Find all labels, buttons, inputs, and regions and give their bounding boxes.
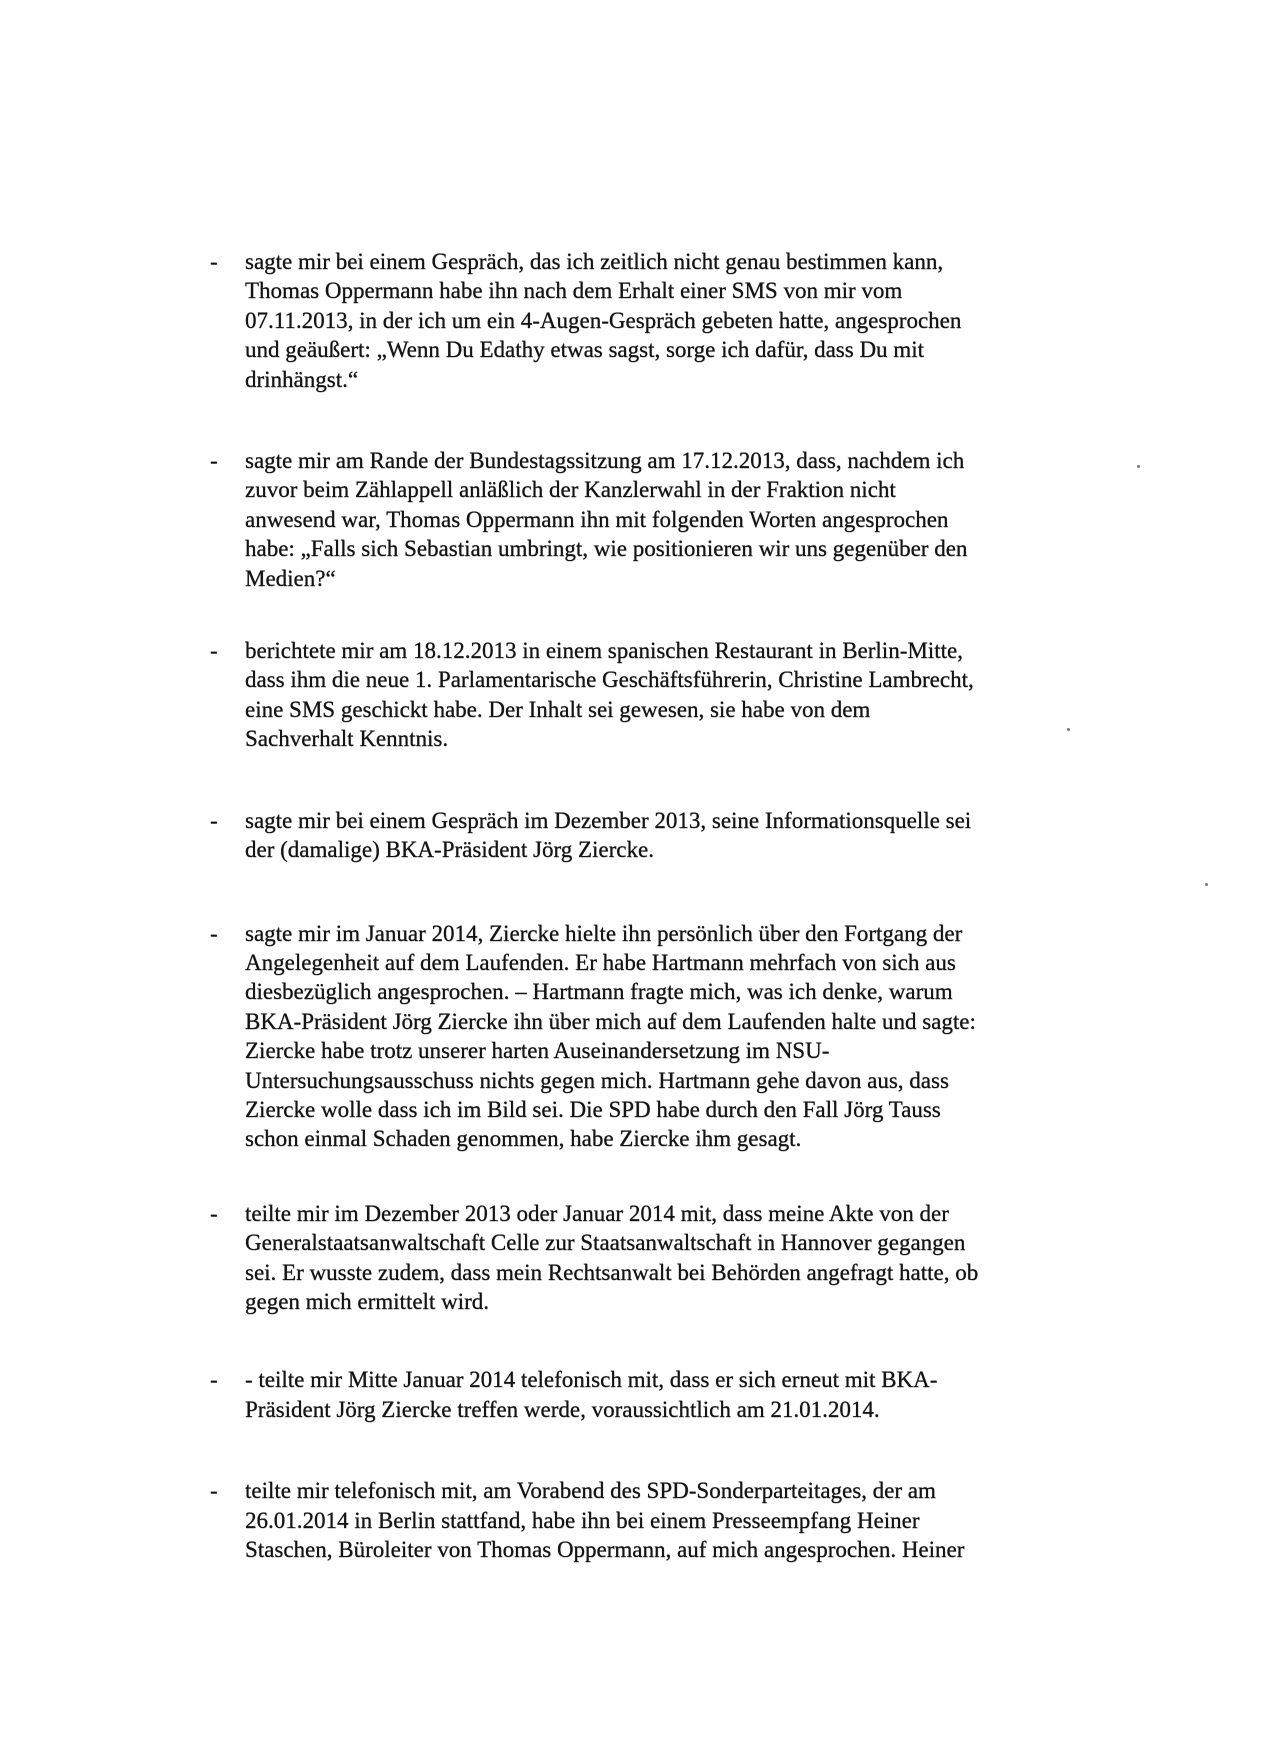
list-item xyxy=(210,446,1045,593)
paragraph-text xyxy=(245,636,1045,754)
text-line: Generalstaatsanwaltschaft Celle zur Staatsanwaltschaft in Hannover gegangen xyxy=(245,1230,966,1256)
paragraph-text xyxy=(245,1365,1045,1424)
paragraph-text xyxy=(245,247,1045,394)
text-line: Angelegenheit auf dem Laufenden. Er habe Hartmann mehrfach von sich aus xyxy=(245,949,956,975)
list-item xyxy=(210,1199,1045,1317)
scan-speck xyxy=(1137,465,1140,468)
hyphen-bullet-icon: - xyxy=(210,448,218,474)
hyphen-bullet-icon: - xyxy=(210,807,218,833)
list-item xyxy=(210,1365,1045,1424)
hyphen-bullet-icon: - xyxy=(210,1200,218,1226)
scan-speck xyxy=(1205,883,1208,886)
text-line: eine SMS geschickt habe. Der Inhalt sei gewesen, sie habe von dem xyxy=(245,696,871,722)
hyphen-bullet-icon: - xyxy=(210,638,218,664)
text-line: teilte mir telefonisch mit, am Vorabend des SPD-Sonderparteitages, der am xyxy=(245,1478,936,1504)
text-line: dass ihm die neue 1. Parlamentarische Geschäftsführerin, Christine Lambrecht, xyxy=(245,667,974,693)
text-line: sagte mir bei einem Gespräch, das ich zeitlich nicht genau bestimmen kann, xyxy=(245,249,944,274)
text-line: schon einmal Schaden genommen, habe Ziercke ihm gesagt. xyxy=(245,1126,802,1152)
paragraph-text xyxy=(245,806,1045,865)
text-line: habe: „Falls sich Sebastian umbringt, wie positionieren wir uns gegenüber den xyxy=(245,536,968,562)
text-line: anwesend war, Thomas Oppermann ihn mit folgenden Worten angesprochen xyxy=(245,506,949,532)
text-line: zuvor beim Zählappell anläßlich der Kanzlerwahl in der Fraktion nicht xyxy=(245,477,896,503)
text-line: gegen mich ermittelt wird. xyxy=(245,1288,489,1314)
text-line: Präsident Jörg Ziercke treffen werde, voraussichtlich am 21.01.2014. xyxy=(245,1396,880,1422)
text-line: und geäußert: „Wenn Du Edathy etwas sagst, sorge ich dafür, dass Du mit xyxy=(245,337,924,363)
text-line: diesbezüglich angesprochen. – Hartmann fragte mich, was ich denke, warum xyxy=(245,979,953,1005)
text-line: Untersuchungsausschuss nichts gegen mich. Hartmann gehe davon aus, dass xyxy=(245,1067,949,1093)
list-item xyxy=(210,247,1045,394)
text-line: drinhängst.“ xyxy=(245,366,359,392)
text-line: Ziercke wolle dass ich im Bild sei. Die SPD habe durch den Fall Jörg Tauss xyxy=(245,1096,941,1122)
text-line: BKA-Präsident Jörg Ziercke ihn über mich auf dem Laufenden halte und sagte: xyxy=(245,1008,976,1034)
hyphen-bullet-icon: - xyxy=(210,249,218,274)
text-line: sagte mir im Januar 2014, Ziercke hielte ihn persönlich über den Fortgang der xyxy=(245,920,963,946)
text-line: 26.01.2014 in Berlin stattfand, habe ihn bei einem Presseempfang Heiner xyxy=(245,1507,920,1533)
text-line: 07.11.2013, in der ich um ein 4-Augen-Gespräch gebeten hatte, angesprochen xyxy=(245,307,962,333)
text-line: berichtete mir am 18.12.2013 in einem spanischen Restaurant in Berlin-Mitte, xyxy=(245,638,963,664)
paragraph-text xyxy=(245,446,1045,593)
text-line: sagte mir am Rande der Bundestagssitzung am 17.12.2013, dass, nachdem ich xyxy=(245,448,965,474)
text-line: teilte mir im Dezember 2013 oder Januar 2014 mit, dass meine Akte von der xyxy=(245,1200,949,1226)
text-line: - teilte mir Mitte Januar 2014 telefonisch mit, dass er sich erneut mit BKA- xyxy=(245,1367,938,1393)
bullet-list xyxy=(210,247,1045,1564)
list-item xyxy=(210,1476,1045,1564)
paragraph-text xyxy=(245,1476,1045,1564)
list-item xyxy=(210,806,1045,865)
hyphen-bullet-icon: - xyxy=(210,1478,218,1504)
text-line: Staschen, Büroleiter von Thomas Oppermann, auf mich angesprochen. Heiner xyxy=(245,1537,965,1562)
hyphen-bullet-icon: - xyxy=(210,1367,218,1393)
text-line: Thomas Oppermann habe ihn nach dem Erhalt einer SMS von mir vom xyxy=(245,278,903,304)
scan-speck xyxy=(1067,728,1070,731)
paragraph-text xyxy=(245,1199,1045,1317)
text-line: Sachverhalt Kenntnis. xyxy=(245,726,449,752)
list-item xyxy=(210,919,1045,1154)
text-line: der (damalige) BKA-Präsident Jörg Ziercke. xyxy=(245,837,654,863)
text-line: sagte mir bei einem Gespräch im Dezember 2013, seine Informationsquelle sei xyxy=(245,807,972,833)
list-item xyxy=(210,636,1045,754)
hyphen-bullet-icon: - xyxy=(210,920,218,946)
text-line: Ziercke habe trotz unserer harten Auseinandersetzung im NSU- xyxy=(245,1038,830,1064)
text-line: Medien?“ xyxy=(245,565,336,591)
paragraph-text xyxy=(245,919,1045,1154)
text-line: sei. Er wusste zudem, dass mein Rechtsanwalt bei Behörden angefragt hatte, ob xyxy=(245,1259,979,1285)
